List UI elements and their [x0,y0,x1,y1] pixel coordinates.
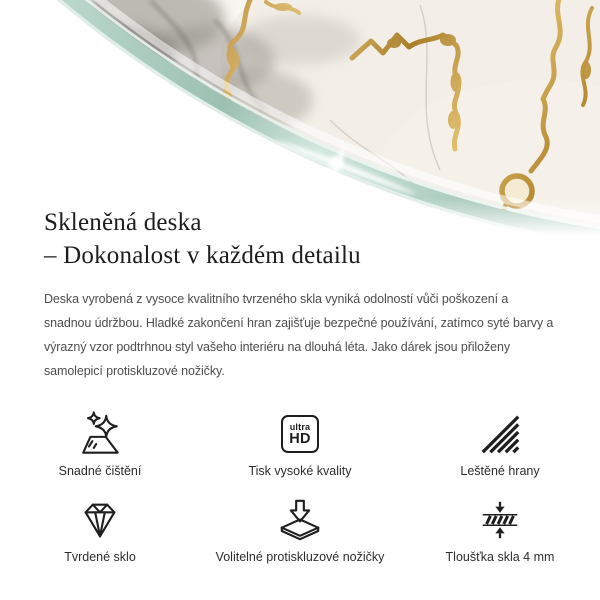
feature-label: Tisk vysoké kvality [248,464,352,478]
product-description-text: Deska vyrobená z vysoce kvalitního tvrzeného skla vyniká odolností vůči poškození a snadnou údržbou. Hladké zakončení hran zajišťuje bezpečné používání, zatímco syté barvy a výrazný vzor podtrhnou styl vašeho interiéru na dlouhá léta. Jako dárek jsou přiloženy samolepicí protiskluzové nožičky. [44,292,554,378]
easy-cleaning-icon [77,411,123,457]
feature-label: Leštěné hrany [460,464,540,478]
page-title-line2: – Dokonalost v každém detailu [44,242,361,269]
page-title-line1: Skleněná deska [44,209,202,236]
feature-print-quality [200,411,400,479]
polished-edges-icon [477,411,523,457]
ultra-hd-badge-line1: ultra [289,421,311,432]
ultra-hd-badge-line2: HD [289,430,311,447]
feature-polished-edges [400,411,600,479]
feature-label: Tloušťka skla 4 mm [445,550,555,564]
anti-slip-feet-icon [277,497,323,543]
feature-tempered-glass [0,497,200,565]
page-title [44,206,556,272]
feature-glass-thickness [400,497,600,565]
feature-grid [0,411,600,565]
tempered-glass-icon [77,497,123,543]
feature-label: Snadné čištění [58,464,142,478]
glass-thickness-icon [477,497,523,543]
feature-anti-slip-feet [200,497,400,565]
feature-easy-cleaning [0,411,200,479]
ultra-hd-print-icon [281,411,319,457]
feature-label: Tvrdené sklo [64,550,136,564]
feature-label: Volitelné protiskluzové nožičky [215,550,385,564]
